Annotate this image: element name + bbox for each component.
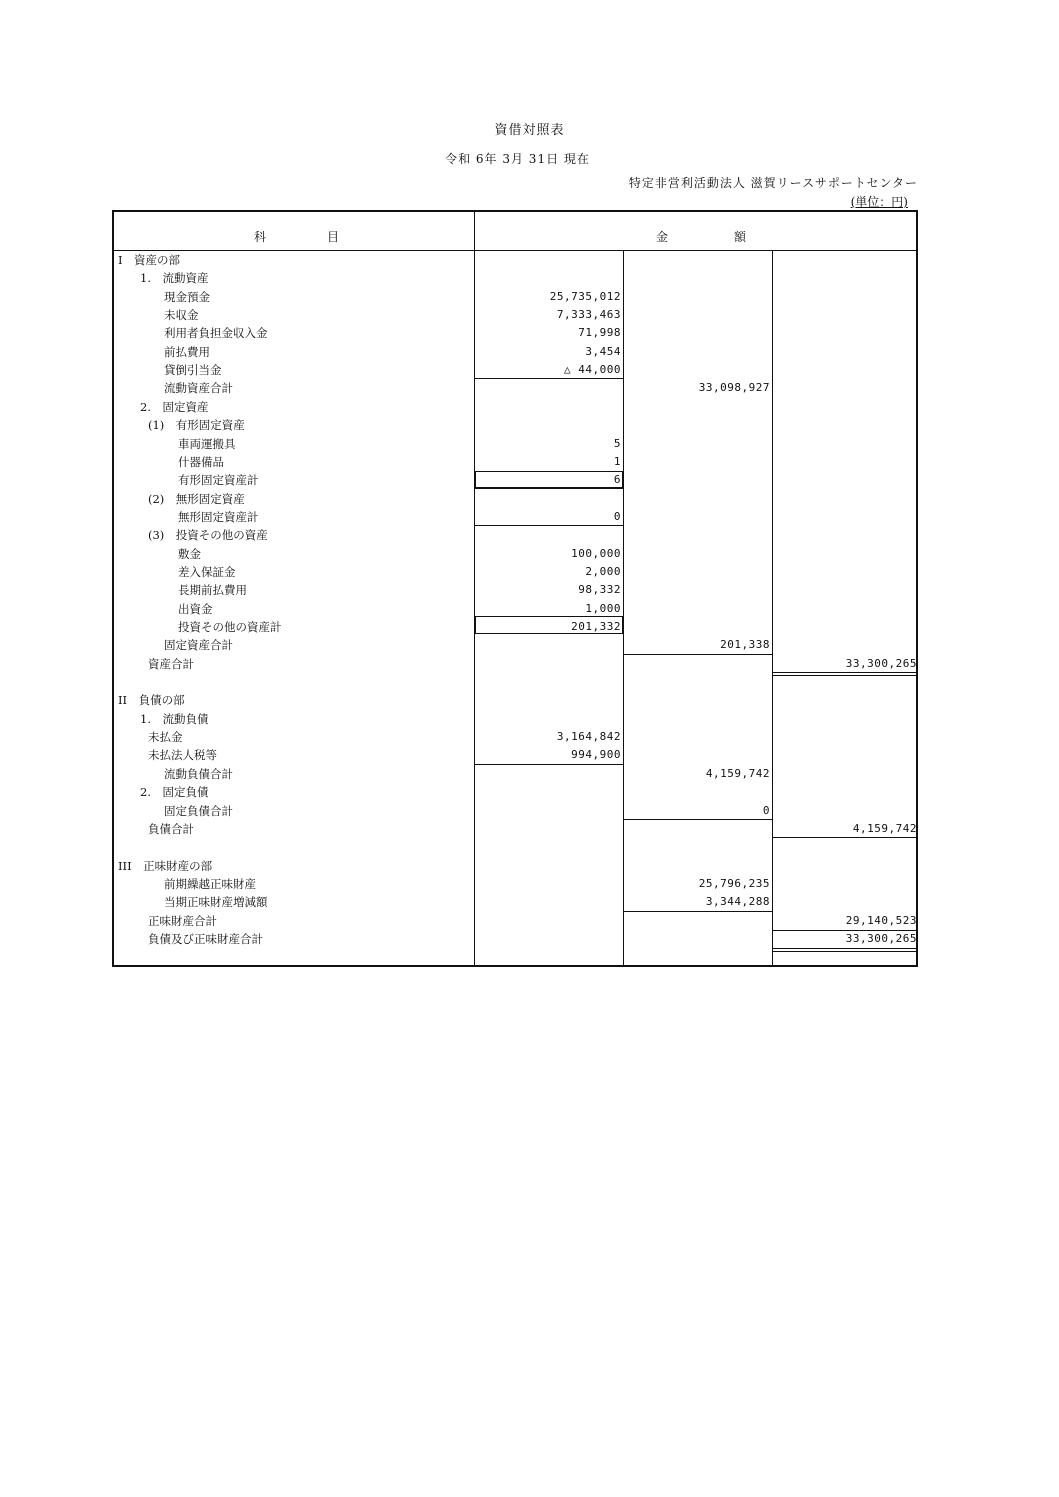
row-label: 負債合計 xyxy=(148,821,194,836)
table-row xyxy=(114,324,916,342)
table-row xyxy=(114,820,916,838)
subtotal-rule xyxy=(624,819,772,820)
balance-sheet-table xyxy=(112,210,918,967)
subtotal-rule xyxy=(624,654,772,655)
row-label: 未払金 xyxy=(148,730,183,745)
table-row xyxy=(114,251,916,269)
table-row xyxy=(114,453,916,471)
row-amount: 7,333,463 xyxy=(556,308,621,322)
total-rule xyxy=(773,948,917,949)
row-label: 2. 固定負債 xyxy=(140,785,209,800)
amount-header-char-2: 額 xyxy=(734,230,747,244)
row-label: 未収金 xyxy=(164,308,199,323)
row-label: 什器備品 xyxy=(178,454,224,469)
table-row xyxy=(114,600,916,618)
table-row xyxy=(114,398,916,416)
table-row xyxy=(114,545,916,563)
row-label: I 資産の部 xyxy=(118,253,181,267)
subject-header xyxy=(114,212,474,250)
table-row xyxy=(114,857,916,875)
table-row xyxy=(114,508,916,526)
row-label: 流動負債合計 xyxy=(164,766,233,781)
row-amount: 2,000 xyxy=(585,564,621,578)
row-label: 1. 流動資産 xyxy=(140,271,209,286)
row-amount: 3,164,842 xyxy=(556,730,621,744)
table-row xyxy=(114,783,916,801)
subtotal-box xyxy=(475,616,623,634)
row-amount: 71,998 xyxy=(578,326,621,340)
row-amount: 0 xyxy=(613,509,621,523)
row-amount: △ 44,000 xyxy=(564,363,621,377)
row-label: 流動資産合計 xyxy=(164,381,233,396)
row-label: 長期前払費用 xyxy=(178,583,247,598)
row-amount: 25,735,012 xyxy=(549,289,621,303)
row-label: II 負債の部 xyxy=(118,693,185,708)
row-label: 無形固定資産計 xyxy=(178,509,259,524)
row-label: 1. 流動負債 xyxy=(140,711,209,726)
row-label: 正味財産合計 xyxy=(148,913,217,928)
row-label: 車両運搬具 xyxy=(178,436,236,451)
row-amount: 3,454 xyxy=(585,344,621,358)
currency-unit: (単位：円) xyxy=(850,195,908,209)
row-label: 当期正味財産増減額 xyxy=(164,895,268,910)
row-amount: 1,000 xyxy=(585,601,621,615)
row-label: 2. 固定資産 xyxy=(140,399,209,414)
table-row xyxy=(114,435,916,453)
row-label: 固定資産合計 xyxy=(164,638,233,653)
table-row xyxy=(114,288,916,306)
row-amount: 994,900 xyxy=(571,748,621,762)
row-amount: 29,140,523 xyxy=(845,913,917,927)
row-amount: 6 xyxy=(613,473,621,487)
table-row xyxy=(114,765,916,783)
row-amount: 201,332 xyxy=(571,620,621,633)
subtotal-rule xyxy=(624,911,772,912)
subtotal-rule xyxy=(475,488,623,489)
row-label: 前期繰越正味財産 xyxy=(164,876,256,891)
total-rule xyxy=(773,672,917,673)
row-label: 敷金 xyxy=(178,546,201,561)
row-amount: 0 xyxy=(762,803,770,817)
row-amount: 25,796,235 xyxy=(698,876,770,890)
table-header xyxy=(114,212,916,251)
row-label: 有形固定資産計 xyxy=(178,473,259,488)
table-row xyxy=(114,361,916,379)
table-row xyxy=(114,930,916,948)
row-label: III 正味財産の部 xyxy=(118,858,213,873)
amount-header xyxy=(474,212,916,250)
row-amount: 1 xyxy=(613,454,621,468)
row-amount: 33,300,265 xyxy=(845,656,917,670)
subject-header-char-1: 科 xyxy=(254,230,267,244)
table-row xyxy=(114,728,916,746)
document-title: 資借対照表 xyxy=(494,123,565,138)
row-label: 貸倒引当金 xyxy=(164,363,222,378)
row-label: 差入保証金 xyxy=(178,564,236,579)
total-rule xyxy=(773,930,917,931)
subtotal-rule xyxy=(475,525,623,526)
subtotal-box xyxy=(475,471,623,488)
table-row xyxy=(114,269,916,287)
row-label: 前払費用 xyxy=(164,344,210,359)
row-label: (2) 無形固定資産 xyxy=(148,491,245,506)
row-amount: 33,098,927 xyxy=(698,381,770,395)
table-row xyxy=(114,306,916,324)
table-row xyxy=(114,875,916,893)
total-rule xyxy=(773,675,917,676)
total-rule xyxy=(773,837,917,838)
subject-header-char-2: 目 xyxy=(327,230,340,244)
table-row xyxy=(114,802,916,820)
organization-name: 特定非営利活動法人 滋賀リースサポートセンター xyxy=(628,176,918,190)
table-row xyxy=(114,526,916,544)
table-row xyxy=(114,746,916,764)
row-label: 投資その他の資産計 xyxy=(178,620,282,634)
table-row xyxy=(114,655,916,673)
row-label: 未払法人税等 xyxy=(148,748,217,763)
table-row xyxy=(114,912,916,930)
table-row xyxy=(114,490,916,508)
row-amount: 5 xyxy=(613,436,621,450)
table-row xyxy=(114,416,916,434)
row-amount: 4,159,742 xyxy=(852,821,917,835)
report-date: 令和 6年 3月 31日 現在 xyxy=(445,152,590,166)
table-row xyxy=(114,379,916,397)
amount-header-char-1: 金 xyxy=(656,230,669,244)
row-amount: 98,332 xyxy=(578,583,621,597)
total-rule xyxy=(773,951,917,952)
table-row xyxy=(114,893,916,911)
row-label: 負債及び正味財産合計 xyxy=(148,931,263,946)
row-amount: 201,338 xyxy=(720,638,770,652)
row-label: (3) 投資その他の資産 xyxy=(148,528,268,543)
row-amount: 100,000 xyxy=(571,546,621,560)
table-row xyxy=(114,343,916,361)
table-row xyxy=(114,636,916,654)
subtotal-rule xyxy=(475,378,623,379)
table-row xyxy=(114,581,916,599)
row-label: (1) 有形固定資産 xyxy=(148,418,245,433)
subtotal-rule xyxy=(475,764,623,765)
table-row xyxy=(114,563,916,581)
row-label: 固定負債合計 xyxy=(164,803,233,818)
row-amount: 3,344,288 xyxy=(705,895,770,909)
row-label: 現金預金 xyxy=(164,289,210,304)
row-label: 資産合計 xyxy=(148,656,194,671)
row-amount: 33,300,265 xyxy=(845,931,917,945)
row-amount: 4,159,742 xyxy=(705,766,770,780)
table-row xyxy=(114,838,916,856)
table-row xyxy=(114,691,916,709)
row-label: 利用者負担金収入金 xyxy=(164,326,268,341)
table-row xyxy=(114,710,916,728)
row-label: 出資金 xyxy=(178,601,213,616)
